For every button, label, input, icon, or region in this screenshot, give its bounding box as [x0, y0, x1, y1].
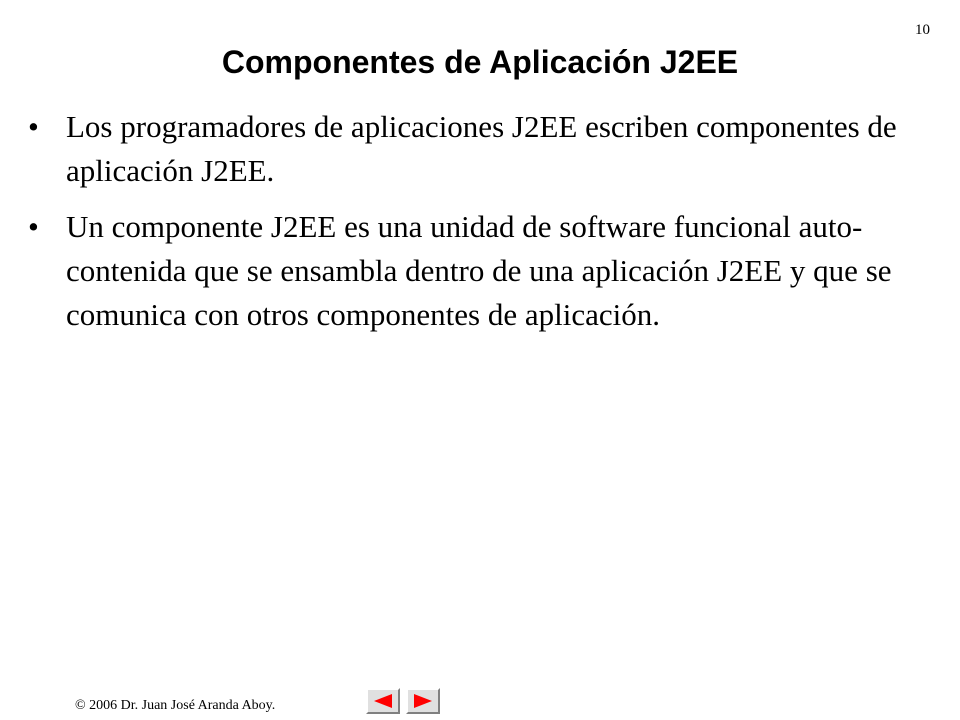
bullet-item	[28, 205, 928, 337]
bullet-marker: •	[28, 109, 39, 144]
slide-navigation	[366, 688, 440, 714]
footer-copyright: © 2006 Dr. Juan José Aranda Aboy.	[75, 698, 276, 713]
bullet-list	[28, 105, 928, 349]
bullet-text: Un componente J2EE es una unidad de software funcional auto-contenida que se ensambla dentro de una aplicación J2EE y que se comunica con otros componentes de aplicación.	[66, 209, 892, 332]
arrow-right-icon	[412, 693, 434, 709]
slide-title: Componentes de Aplicación J2EE	[221, 44, 739, 80]
page-number: 10	[915, 22, 930, 38]
next-slide-button[interactable]	[406, 688, 440, 714]
bullet-text: Los programadores de aplicaciones J2EE escriben componentes de aplicación J2EE.	[66, 109, 897, 188]
previous-slide-button[interactable]	[366, 688, 400, 714]
arrow-left-icon	[372, 693, 394, 709]
bullet-marker: •	[28, 209, 39, 244]
bullet-item	[28, 105, 928, 193]
